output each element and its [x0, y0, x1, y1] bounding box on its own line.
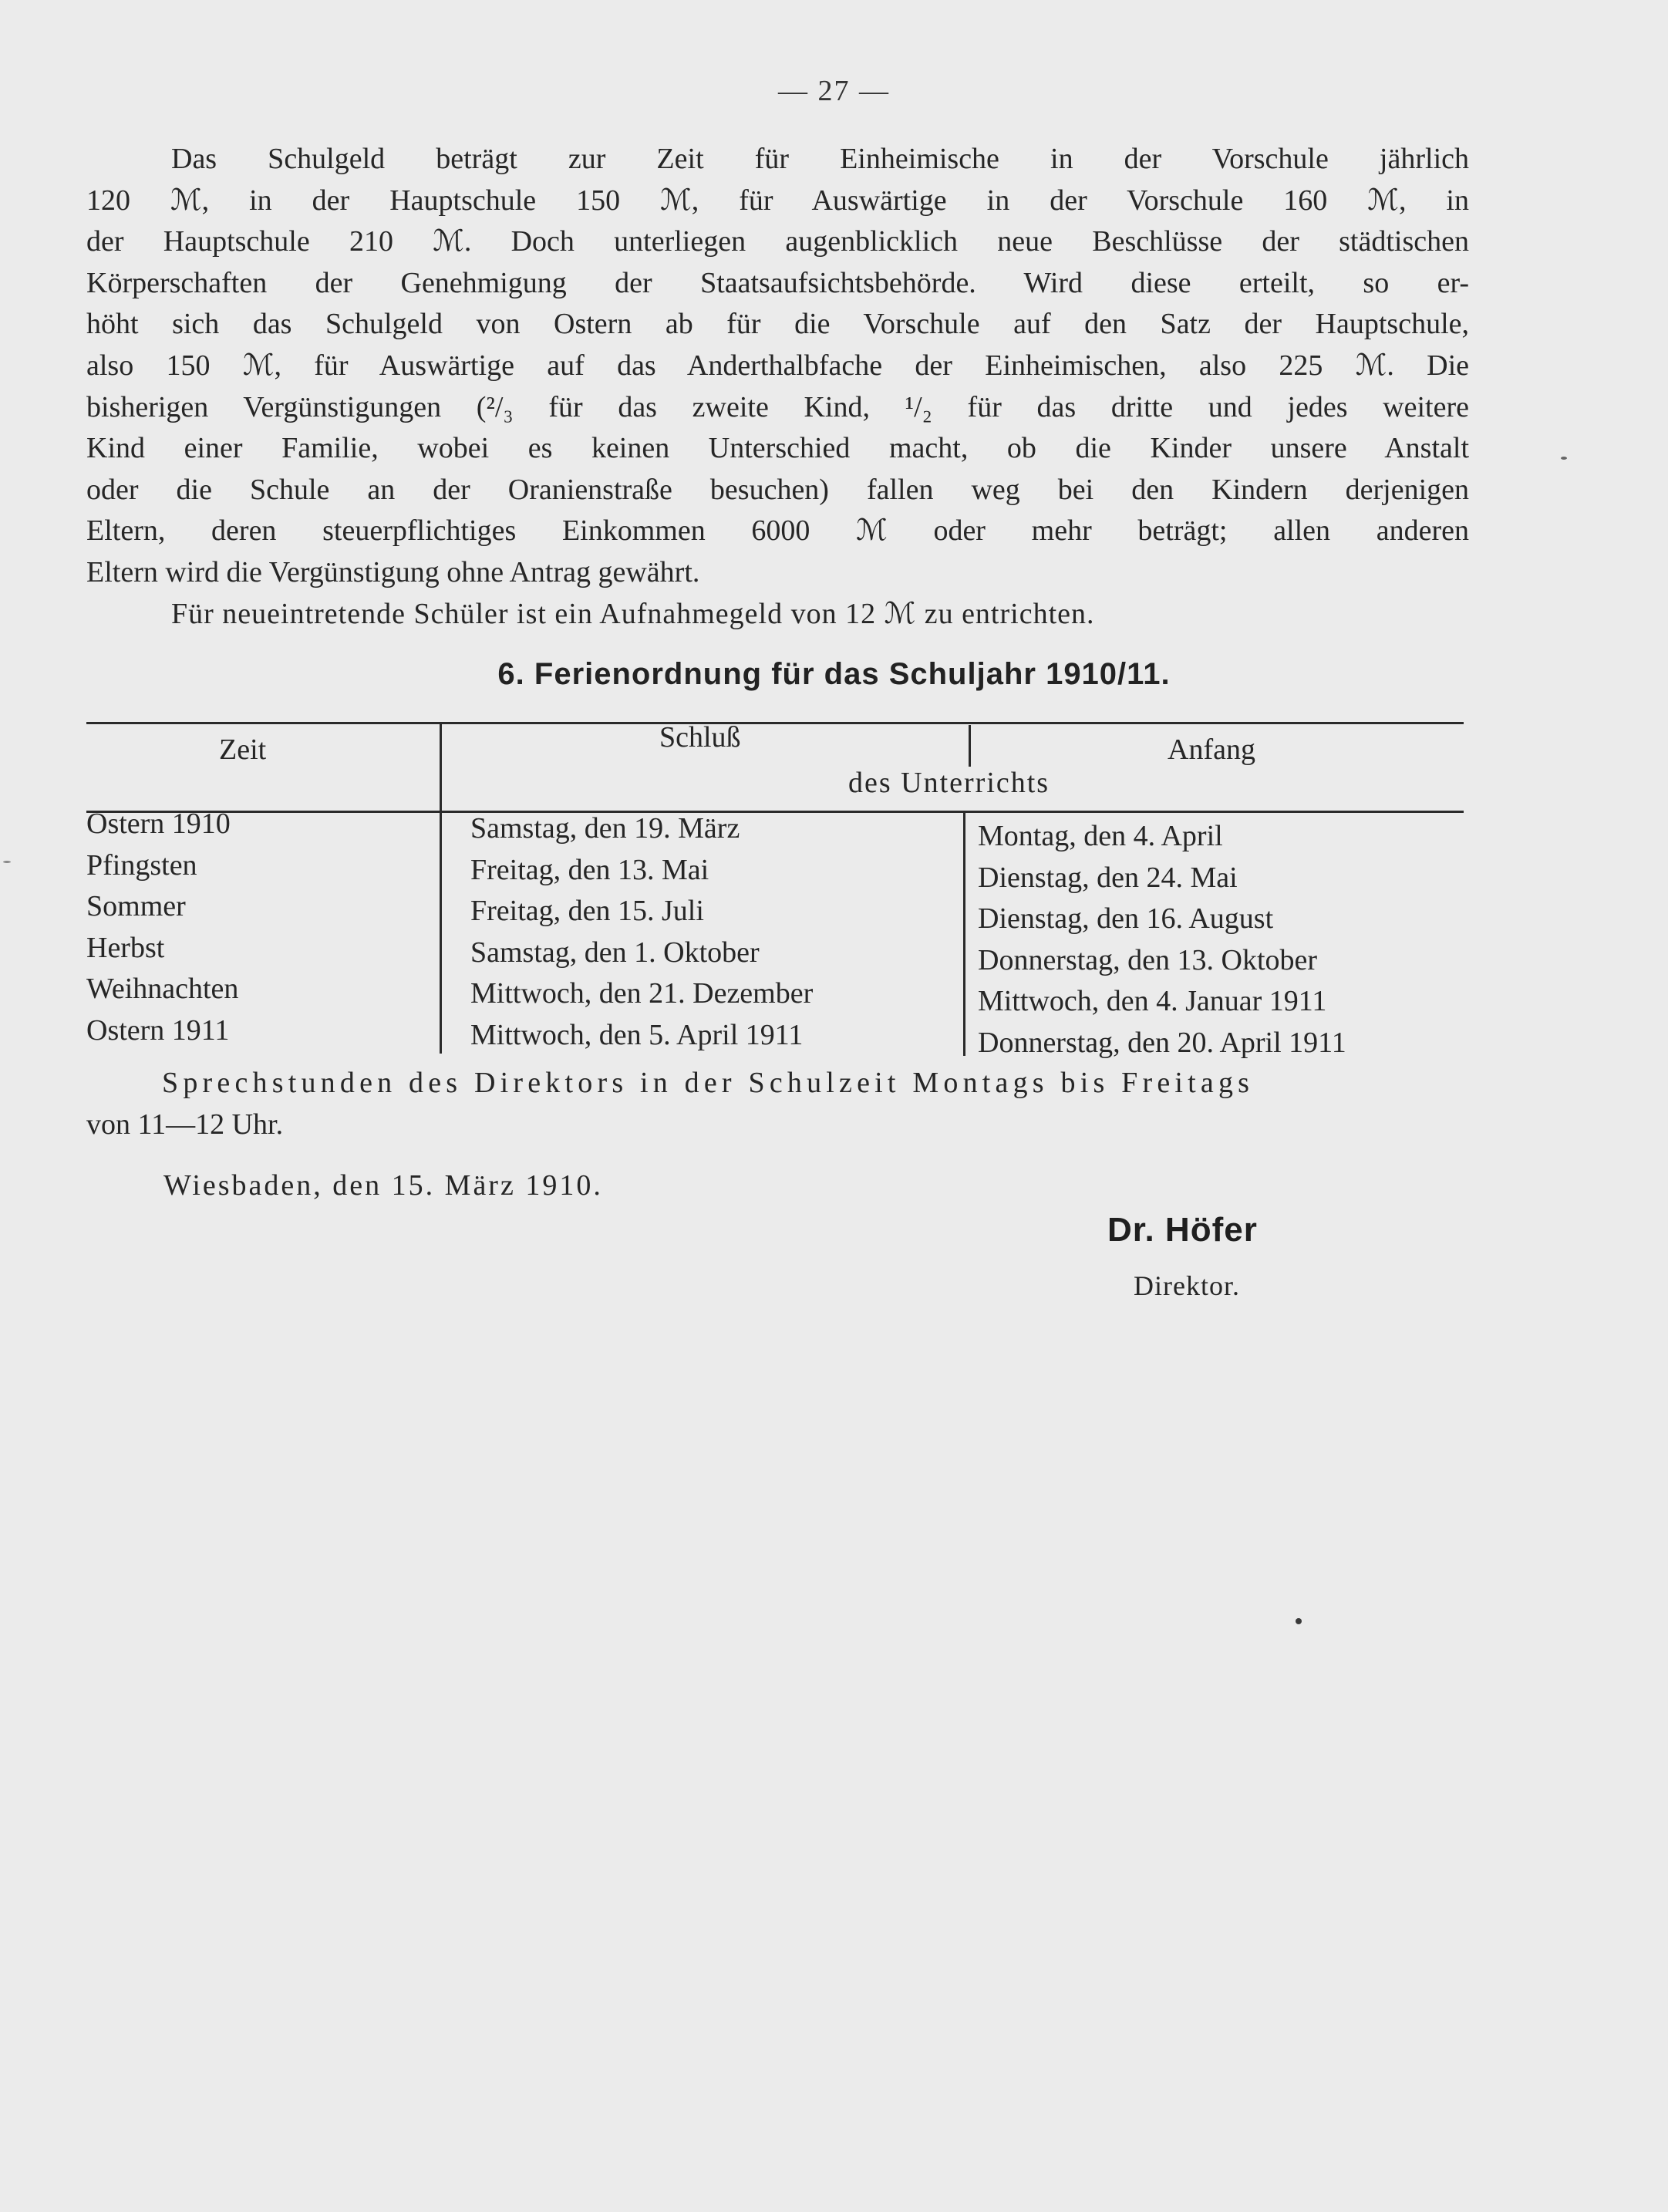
paragraph-line: der Hauptschule 210 ℳ. Doch unterliegen augenblicklich neue Beschlüsse der städtischen [86, 225, 1469, 258]
table-cell-zeit: Weihnachten [86, 973, 239, 1006]
header-anfang: Anfang [1168, 733, 1255, 766]
column-anfang [978, 816, 1346, 1064]
paragraph-line: Eltern, deren steuerpflichtiges Einkommen 6000 ℳ oder mehr beträgt; allen anderen [86, 514, 1469, 548]
header-schluss: Schluß [659, 721, 741, 754]
table-cell-schluss: Samstag, den 1. Oktober [470, 936, 760, 969]
table-cell-anfang: Mittwoch, den 4. Januar 1911 [978, 985, 1327, 1018]
section-heading: 6. Ferienordnung für das Schuljahr 1910/11. [497, 657, 1171, 691]
table-cell-anfang: Montag, den 4. April [978, 820, 1223, 852]
paragraph-line: oder die Schule an der Oranienstraße besuchen) fallen weg bei den Kindern derjenigen [86, 473, 1469, 506]
office-hours-line: von 11—12 Uhr. [86, 1108, 284, 1141]
paragraph-line: also 150 ℳ, für Auswärtige auf das Anderthalbfache der Einheimischen, also 225 ℳ. Die [86, 349, 1469, 382]
scan-speck [1296, 1618, 1302, 1624]
office-hours-line: Sprechstunden des Direktors in der Schulzeit Montags bis Freitags [162, 1067, 1255, 1099]
paragraph-line: Körperschaften der Genehmigung der Staatsaufsichtsbehörde. Wird diese erteilt, so er- [86, 266, 1469, 299]
table-cell-zeit: Sommer [86, 890, 186, 923]
column-zeit [86, 804, 238, 1052]
table-cell-anfang: Dienstag, den 16. August [978, 902, 1274, 936]
column-divider-anfang [963, 812, 965, 1056]
table-cell-zeit: Herbst [86, 931, 165, 964]
place-date: Wiesbaden, den 15. März 1910. [163, 1169, 603, 1202]
paragraph-line: Kind einer Familie, wobei es keinen Unterschied macht, ob die Kinder unsere Anstalt [86, 432, 1469, 465]
column-schluss [470, 808, 813, 1057]
table-cell-zeit: Ostern 1910 [86, 808, 231, 840]
table-cell-anfang: Donnerstag, den 20. April 1911 [978, 1026, 1346, 1059]
scan-speck [1561, 457, 1567, 460]
signature-title: Direktor. [1134, 1270, 1240, 1301]
table-cell-anfang: Dienstag, den 24. Mai [978, 861, 1238, 894]
scan-speck [3, 861, 11, 863]
table-top-rule [86, 722, 1464, 724]
paragraph-line: Das Schulgeld beträgt zur Zeit für Einheimische in der Vorschule jährlich [171, 143, 1469, 175]
column-divider-anfang-header [969, 725, 971, 767]
table-cell-zeit: Pfingsten [86, 848, 197, 882]
table-cell-schluss: Freitag, den 13. Mai [470, 853, 709, 886]
paragraph-line: bisherigen Vergünstigungen (²/₃ für das zweite Kind, ¹/₂ für das dritte und jedes weitere [86, 390, 1469, 423]
page-number: — 27 — [778, 75, 890, 107]
column-divider-zeit [440, 723, 442, 1054]
paragraph-line: Eltern wird die Vergünstigung ohne Antrag gewährt. [86, 555, 700, 588]
table-cell-schluss: Samstag, den 19. März [470, 812, 740, 845]
table-cell-schluss: Mittwoch, den 5. April 1911 [470, 1018, 804, 1051]
paragraph-line: höht sich das Schulgeld von Ostern ab für die Vorschule auf den Satz der Hauptschule, [86, 308, 1469, 341]
header-des-unterrichts: des Unterrichts [848, 767, 1050, 799]
tuition-paragraph [86, 139, 1469, 594]
table-cell-anfang: Donnerstag, den 13. Oktober [978, 943, 1318, 976]
header-zeit: Zeit [219, 733, 267, 766]
table-cell-schluss: Mittwoch, den 21. Dezember [470, 977, 814, 1010]
table-cell-zeit: Ostern 1911 [86, 1013, 230, 1047]
signature-name: Dr. Höfer [1107, 1211, 1258, 1249]
admission-fee-paragraph: Für neueintretende Schüler ist ein Aufnahmegeld von 12 ℳ zu entrichten. [171, 598, 1095, 630]
office-hours-paragraph [86, 1063, 1469, 1145]
table-cell-schluss: Freitag, den 15. Juli [470, 895, 704, 928]
paragraph-line: 120 ℳ, in der Hauptschule 150 ℳ, für Auswärtige in der Vorschule 160 ℳ, in [86, 184, 1469, 217]
